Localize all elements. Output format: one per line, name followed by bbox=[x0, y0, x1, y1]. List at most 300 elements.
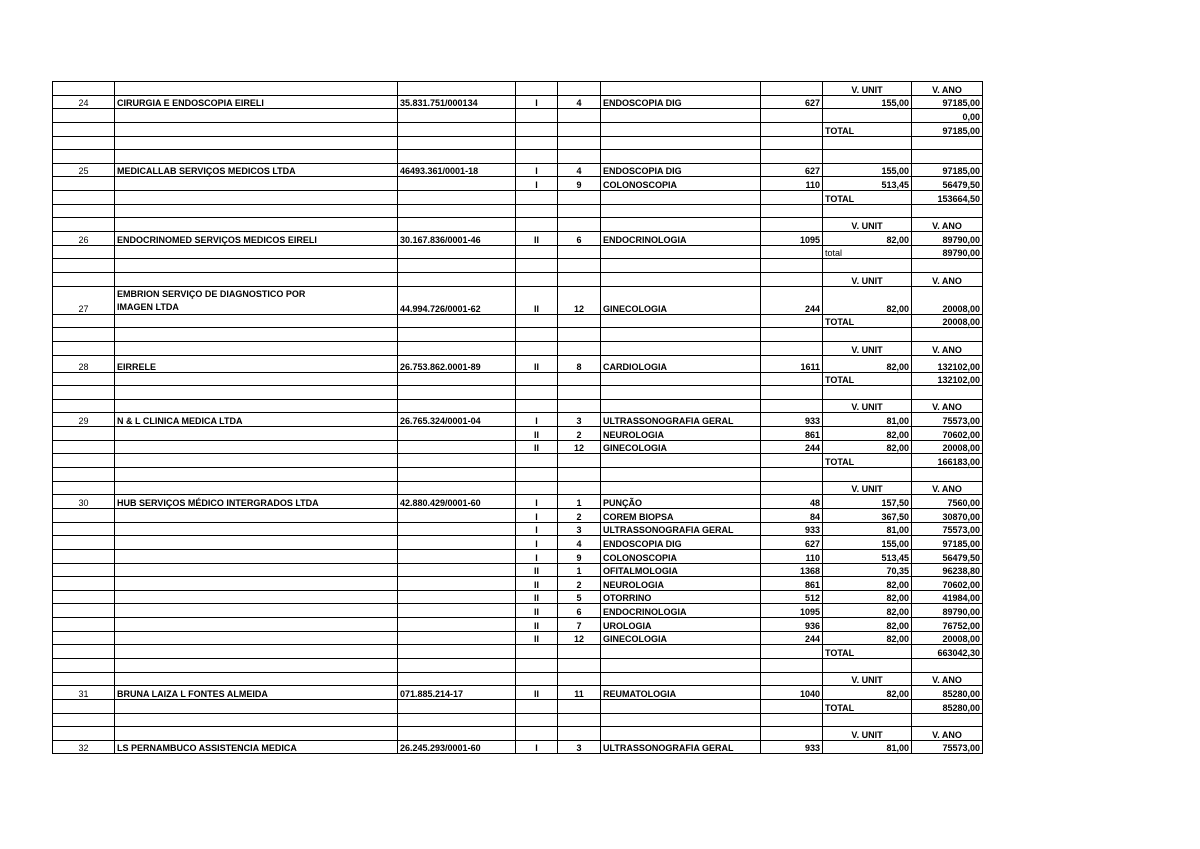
lot-number-cell bbox=[516, 314, 558, 328]
annual-value-cell: 75573,00 bbox=[912, 740, 983, 754]
unit-value-cell: TOTAL bbox=[823, 122, 912, 136]
blank-row bbox=[53, 204, 983, 218]
specialty-cell bbox=[601, 699, 761, 713]
table-row bbox=[53, 427, 983, 441]
provider-name-cell bbox=[115, 454, 398, 468]
item-number-cell: 3 bbox=[558, 413, 601, 427]
annual-value-cell: 56479,50 bbox=[912, 549, 983, 563]
value-header-row bbox=[53, 727, 983, 741]
provider-name-cell bbox=[115, 109, 398, 123]
item-number-cell bbox=[558, 645, 601, 659]
provider-document-cell: 26.753.862.0001-89 bbox=[398, 355, 516, 372]
specialty-cell bbox=[601, 150, 761, 164]
unit-value-cell: TOTAL bbox=[823, 645, 912, 659]
quantity-cell bbox=[761, 727, 823, 741]
lot-number-cell bbox=[516, 272, 558, 286]
row-number-cell bbox=[53, 82, 115, 96]
lot-number-cell: I bbox=[516, 177, 558, 191]
item-number-cell bbox=[558, 109, 601, 123]
annual-value-cell: V. ANO bbox=[912, 672, 983, 686]
total-row bbox=[53, 454, 983, 468]
unit-value-cell: TOTAL bbox=[823, 191, 912, 205]
annual-value-cell: 663042,30 bbox=[912, 645, 983, 659]
specialty-cell: OTORRINO bbox=[601, 590, 761, 604]
row-number-cell bbox=[53, 536, 115, 550]
provider-document-cell bbox=[398, 699, 516, 713]
unit-value-cell: V. UNIT bbox=[823, 272, 912, 286]
lot-number-cell: II bbox=[516, 577, 558, 591]
specialty-cell bbox=[601, 454, 761, 468]
specialty-cell bbox=[601, 468, 761, 482]
quantity-cell: 627 bbox=[761, 95, 823, 109]
provider-name-cell bbox=[115, 372, 398, 386]
unit-value-cell: 81,00 bbox=[823, 522, 912, 536]
lot-number-cell bbox=[516, 454, 558, 468]
specialty-cell: ULTRASSONOGRAFIA GERAL bbox=[601, 522, 761, 536]
lot-number-cell bbox=[516, 386, 558, 400]
specialty-cell: ENDOCRINOLOGIA bbox=[601, 232, 761, 246]
specialty-cell bbox=[601, 136, 761, 150]
annual-value-cell: V. ANO bbox=[912, 727, 983, 741]
specialty-cell bbox=[601, 672, 761, 686]
row-number-cell bbox=[53, 522, 115, 536]
annual-value-cell bbox=[912, 713, 983, 727]
quantity-cell: 110 bbox=[761, 549, 823, 563]
provider-document-cell bbox=[398, 259, 516, 273]
specialty-cell: NEUROLOGIA bbox=[601, 427, 761, 441]
item-number-cell: 2 bbox=[558, 508, 601, 522]
provider-document-cell bbox=[398, 727, 516, 741]
specialty-cell: COREM BIOPSA bbox=[601, 508, 761, 522]
unit-value-cell bbox=[823, 328, 912, 342]
annual-value-cell: V. ANO bbox=[912, 481, 983, 495]
row-number-cell bbox=[53, 399, 115, 413]
provider-name-cell bbox=[115, 427, 398, 441]
lot-number-cell bbox=[516, 136, 558, 150]
specialty-cell bbox=[601, 122, 761, 136]
table-row bbox=[53, 440, 983, 454]
item-number-cell bbox=[558, 218, 601, 232]
provider-name-cell bbox=[115, 631, 398, 645]
row-number-cell bbox=[53, 672, 115, 686]
total-row bbox=[53, 314, 983, 328]
blank-row bbox=[53, 386, 983, 400]
quantity-cell: 84 bbox=[761, 508, 823, 522]
row-number-cell bbox=[53, 386, 115, 400]
provider-name-cell: HUB SERVIÇOS MÉDICO INTERGRADOS LTDA bbox=[115, 495, 398, 509]
annual-value-cell: V. ANO bbox=[912, 218, 983, 232]
provider-document-cell bbox=[398, 440, 516, 454]
table-row bbox=[53, 109, 983, 123]
table-row bbox=[53, 286, 983, 314]
row-number-cell bbox=[53, 549, 115, 563]
row-number-cell: 28 bbox=[53, 355, 115, 372]
item-number-cell: 8 bbox=[558, 355, 601, 372]
table-row bbox=[53, 495, 983, 509]
provider-document-cell bbox=[398, 549, 516, 563]
specialty-cell: GINECOLOGIA bbox=[601, 440, 761, 454]
row-number-cell bbox=[53, 314, 115, 328]
specialty-cell: UROLOGIA bbox=[601, 618, 761, 632]
annual-value-cell bbox=[912, 259, 983, 273]
row-number-cell bbox=[53, 122, 115, 136]
row-number-cell bbox=[53, 508, 115, 522]
provider-name-cell bbox=[115, 136, 398, 150]
unit-value-cell: TOTAL bbox=[823, 454, 912, 468]
specialty-cell bbox=[601, 218, 761, 232]
item-number-cell: 6 bbox=[558, 232, 601, 246]
lot-number-cell: II bbox=[516, 618, 558, 632]
row-number-cell bbox=[53, 454, 115, 468]
item-number-cell bbox=[558, 399, 601, 413]
annual-value-cell: 20008,00 bbox=[912, 314, 983, 328]
blank-row bbox=[53, 259, 983, 273]
provider-document-cell: 42.880.429/0001-60 bbox=[398, 495, 516, 509]
unit-value-cell: 70,35 bbox=[823, 563, 912, 577]
annual-value-cell bbox=[912, 204, 983, 218]
provider-name-cell bbox=[115, 177, 398, 191]
row-number-cell bbox=[53, 109, 115, 123]
specialty-cell bbox=[601, 245, 761, 259]
annual-value-cell bbox=[912, 150, 983, 164]
provider-document-cell bbox=[398, 658, 516, 672]
item-number-cell: 4 bbox=[558, 536, 601, 550]
specialty-cell: ENDOSCOPIA DIG bbox=[601, 163, 761, 177]
row-number-cell: 27 bbox=[53, 286, 115, 314]
table-row bbox=[53, 163, 983, 177]
row-number-cell bbox=[53, 341, 115, 355]
row-number-cell bbox=[53, 272, 115, 286]
item-number-cell: 3 bbox=[558, 740, 601, 754]
unit-value-cell: 82,00 bbox=[823, 604, 912, 618]
lot-number-cell bbox=[516, 204, 558, 218]
provider-document-cell bbox=[398, 272, 516, 286]
provider-document-cell bbox=[398, 191, 516, 205]
row-number-cell bbox=[53, 259, 115, 273]
provider-document-cell bbox=[398, 563, 516, 577]
unit-value-cell: 82,00 bbox=[823, 232, 912, 246]
unit-value-cell bbox=[823, 713, 912, 727]
specialty-cell: OFITALMOLOGIA bbox=[601, 563, 761, 577]
lot-number-cell bbox=[516, 122, 558, 136]
specialty-cell bbox=[601, 727, 761, 741]
unit-value-cell: TOTAL bbox=[823, 372, 912, 386]
provider-document-cell bbox=[398, 109, 516, 123]
provider-name-cell bbox=[115, 508, 398, 522]
row-number-cell bbox=[53, 427, 115, 441]
provider-name-cell bbox=[115, 645, 398, 659]
lot-number-cell: II bbox=[516, 440, 558, 454]
item-number-cell bbox=[558, 272, 601, 286]
specialty-cell bbox=[601, 82, 761, 96]
row-number-cell bbox=[53, 136, 115, 150]
quantity-cell: 244 bbox=[761, 631, 823, 645]
item-number-cell bbox=[558, 259, 601, 273]
quantity-cell bbox=[761, 259, 823, 273]
provider-name-cell bbox=[115, 468, 398, 482]
lot-number-cell: I bbox=[516, 163, 558, 177]
unit-value-cell: 81,00 bbox=[823, 740, 912, 754]
unit-value-cell: 82,00 bbox=[823, 577, 912, 591]
table-row bbox=[53, 549, 983, 563]
provider-document-cell bbox=[398, 468, 516, 482]
specialty-cell bbox=[601, 259, 761, 273]
provider-name-cell bbox=[115, 481, 398, 495]
lot-number-cell bbox=[516, 658, 558, 672]
annual-value-cell: 132102,00 bbox=[912, 372, 983, 386]
unit-value-cell: V. UNIT bbox=[823, 672, 912, 686]
row-number-cell bbox=[53, 468, 115, 482]
lot-number-cell bbox=[516, 399, 558, 413]
provider-name-cell bbox=[115, 386, 398, 400]
row-number-cell bbox=[53, 481, 115, 495]
row-number-cell bbox=[53, 590, 115, 604]
lot-number-cell: II bbox=[516, 355, 558, 372]
specialty-cell bbox=[601, 386, 761, 400]
lot-number-cell bbox=[516, 259, 558, 273]
provider-name-cell bbox=[115, 522, 398, 536]
quantity-cell bbox=[761, 658, 823, 672]
provider-document-cell bbox=[398, 177, 516, 191]
specialty-cell: REUMATOLOGIA bbox=[601, 686, 761, 700]
row-number-cell bbox=[53, 713, 115, 727]
specialty-cell bbox=[601, 191, 761, 205]
annual-value-cell: 89790,00 bbox=[912, 232, 983, 246]
provider-name-cell bbox=[115, 122, 398, 136]
specialty-cell: PUNÇÃO bbox=[601, 495, 761, 509]
row-number-cell: 32 bbox=[53, 740, 115, 754]
specialty-cell: ENDOCRINOLOGIA bbox=[601, 604, 761, 618]
provider-name-cell bbox=[115, 399, 398, 413]
provider-document-cell bbox=[398, 604, 516, 618]
row-number-cell bbox=[53, 604, 115, 618]
unit-value-cell: V. UNIT bbox=[823, 481, 912, 495]
quantity-cell bbox=[761, 122, 823, 136]
provider-name-cell bbox=[115, 245, 398, 259]
lot-number-cell: II bbox=[516, 427, 558, 441]
unit-value-cell: 367,50 bbox=[823, 508, 912, 522]
row-number-cell bbox=[53, 658, 115, 672]
unit-value-cell: 82,00 bbox=[823, 590, 912, 604]
table-row bbox=[53, 177, 983, 191]
quantity-cell bbox=[761, 481, 823, 495]
item-number-cell bbox=[558, 481, 601, 495]
item-number-cell: 12 bbox=[558, 631, 601, 645]
provider-document-cell bbox=[398, 618, 516, 632]
annual-value-cell: 89790,00 bbox=[912, 604, 983, 618]
unit-value-cell: TOTAL bbox=[823, 314, 912, 328]
item-number-cell bbox=[558, 454, 601, 468]
provider-document-cell bbox=[398, 454, 516, 468]
provider-document-cell: 26.245.293/0001-60 bbox=[398, 740, 516, 754]
item-number-cell bbox=[558, 122, 601, 136]
item-number-cell: 1 bbox=[558, 563, 601, 577]
item-number-cell: 9 bbox=[558, 549, 601, 563]
lot-number-cell: I bbox=[516, 536, 558, 550]
specialty-cell: GINECOLOGIA bbox=[601, 631, 761, 645]
quantity-cell bbox=[761, 399, 823, 413]
row-number-cell bbox=[53, 440, 115, 454]
unit-value-cell: 155,00 bbox=[823, 95, 912, 109]
provider-document-cell bbox=[398, 328, 516, 342]
lot-number-cell bbox=[516, 328, 558, 342]
lot-number-cell bbox=[516, 191, 558, 205]
lot-number-cell bbox=[516, 727, 558, 741]
specialty-cell: COLONOSCOPIA bbox=[601, 177, 761, 191]
unit-value-cell bbox=[823, 204, 912, 218]
provider-document-cell bbox=[398, 399, 516, 413]
quantity-cell: 1095 bbox=[761, 232, 823, 246]
unit-value-cell: 82,00 bbox=[823, 618, 912, 632]
total-row bbox=[53, 645, 983, 659]
provider-document-cell bbox=[398, 204, 516, 218]
item-number-cell: 2 bbox=[558, 577, 601, 591]
item-number-cell bbox=[558, 150, 601, 164]
provider-document-cell bbox=[398, 122, 516, 136]
row-number-cell bbox=[53, 645, 115, 659]
provider-name-cell bbox=[115, 590, 398, 604]
value-header-row bbox=[53, 82, 983, 96]
provider-name-cell: EIRRELE bbox=[115, 355, 398, 372]
unit-value-cell: 513,45 bbox=[823, 549, 912, 563]
lot-number-cell: I bbox=[516, 495, 558, 509]
item-number-cell: 11 bbox=[558, 686, 601, 700]
annual-value-cell: V. ANO bbox=[912, 272, 983, 286]
provider-name-cell bbox=[115, 549, 398, 563]
quantity-cell: 110 bbox=[761, 177, 823, 191]
row-number-cell bbox=[53, 177, 115, 191]
specialty-cell bbox=[601, 645, 761, 659]
annual-value-cell bbox=[912, 386, 983, 400]
table-row bbox=[53, 95, 983, 109]
provider-document-cell bbox=[398, 481, 516, 495]
annual-value-cell: 85280,00 bbox=[912, 686, 983, 700]
table-row bbox=[53, 604, 983, 618]
lot-number-cell bbox=[516, 341, 558, 355]
item-number-cell bbox=[558, 341, 601, 355]
unit-value-cell: 82,00 bbox=[823, 427, 912, 441]
lot-number-cell: II bbox=[516, 286, 558, 314]
lot-number-cell: I bbox=[516, 413, 558, 427]
provider-document-cell bbox=[398, 590, 516, 604]
provider-name-cell bbox=[115, 191, 398, 205]
unit-value-cell: V. UNIT bbox=[823, 82, 912, 96]
provider-name-cell: N & L CLINICA MEDICA LTDA bbox=[115, 413, 398, 427]
unit-value-cell: total bbox=[823, 245, 912, 259]
quantity-cell: 48 bbox=[761, 495, 823, 509]
provider-name-cell bbox=[115, 328, 398, 342]
provider-document-cell bbox=[398, 136, 516, 150]
table-row bbox=[53, 563, 983, 577]
unit-value-cell: 157,50 bbox=[823, 495, 912, 509]
value-header-row bbox=[53, 672, 983, 686]
lot-number-cell bbox=[516, 82, 558, 96]
provider-name-cell bbox=[115, 341, 398, 355]
row-number-cell: 25 bbox=[53, 163, 115, 177]
annual-value-cell: 70602,00 bbox=[912, 577, 983, 591]
lot-number-cell: I bbox=[516, 549, 558, 563]
item-number-cell bbox=[558, 699, 601, 713]
unit-value-cell: 81,00 bbox=[823, 413, 912, 427]
annual-value-cell: 20008,00 bbox=[912, 286, 983, 314]
table-row bbox=[53, 522, 983, 536]
provider-name-cell bbox=[115, 259, 398, 273]
quantity-cell: 244 bbox=[761, 440, 823, 454]
item-number-cell bbox=[558, 713, 601, 727]
provider-document-cell bbox=[398, 508, 516, 522]
specialty-cell: ULTRASSONOGRAFIA GERAL bbox=[601, 740, 761, 754]
quantity-cell bbox=[761, 328, 823, 342]
annual-value-cell: 0,00 bbox=[912, 109, 983, 123]
specialty-cell bbox=[601, 314, 761, 328]
annual-value-cell: 70602,00 bbox=[912, 427, 983, 441]
annual-value-cell: 30870,00 bbox=[912, 508, 983, 522]
value-header-row bbox=[53, 481, 983, 495]
quantity-cell bbox=[761, 82, 823, 96]
row-number-cell bbox=[53, 372, 115, 386]
row-number-cell bbox=[53, 699, 115, 713]
lot-number-cell: I bbox=[516, 95, 558, 109]
provider-document-cell bbox=[398, 577, 516, 591]
provider-name-cell bbox=[115, 699, 398, 713]
annual-value-cell: V. ANO bbox=[912, 82, 983, 96]
provider-name-cell bbox=[115, 314, 398, 328]
blank-row bbox=[53, 150, 983, 164]
quantity-cell bbox=[761, 314, 823, 328]
value-header-row bbox=[53, 399, 983, 413]
table-row bbox=[53, 232, 983, 246]
specialty-cell bbox=[601, 713, 761, 727]
annual-value-cell bbox=[912, 468, 983, 482]
lot-number-cell bbox=[516, 109, 558, 123]
annual-value-cell: 76752,00 bbox=[912, 618, 983, 632]
specialty-cell bbox=[601, 272, 761, 286]
lot-number-cell bbox=[516, 468, 558, 482]
quantity-cell bbox=[761, 645, 823, 659]
item-number-cell bbox=[558, 328, 601, 342]
row-number-cell bbox=[53, 727, 115, 741]
item-number-cell bbox=[558, 204, 601, 218]
quantity-cell bbox=[761, 136, 823, 150]
row-number-cell: 30 bbox=[53, 495, 115, 509]
table-row bbox=[53, 618, 983, 632]
provider-name-cell bbox=[115, 658, 398, 672]
specialty-cell bbox=[601, 204, 761, 218]
lot-number-cell bbox=[516, 645, 558, 659]
provider-document-cell bbox=[398, 245, 516, 259]
provider-document-cell bbox=[398, 150, 516, 164]
provider-document-cell bbox=[398, 386, 516, 400]
provider-name-cell bbox=[115, 713, 398, 727]
quantity-cell bbox=[761, 272, 823, 286]
lot-number-cell bbox=[516, 699, 558, 713]
quantity-cell bbox=[761, 386, 823, 400]
specialty-cell bbox=[601, 341, 761, 355]
item-number-cell bbox=[558, 136, 601, 150]
value-header-row bbox=[53, 218, 983, 232]
lot-number-cell: II bbox=[516, 563, 558, 577]
quantity-cell: 1095 bbox=[761, 604, 823, 618]
quantity-cell bbox=[761, 672, 823, 686]
unit-value-cell: 155,00 bbox=[823, 163, 912, 177]
item-number-cell bbox=[558, 82, 601, 96]
annual-value-cell: 166183,00 bbox=[912, 454, 983, 468]
unit-value-cell: 155,00 bbox=[823, 536, 912, 550]
price-table bbox=[52, 81, 983, 754]
quantity-cell bbox=[761, 204, 823, 218]
quantity-cell: 627 bbox=[761, 163, 823, 177]
specialty-cell: ENDOSCOPIA DIG bbox=[601, 536, 761, 550]
